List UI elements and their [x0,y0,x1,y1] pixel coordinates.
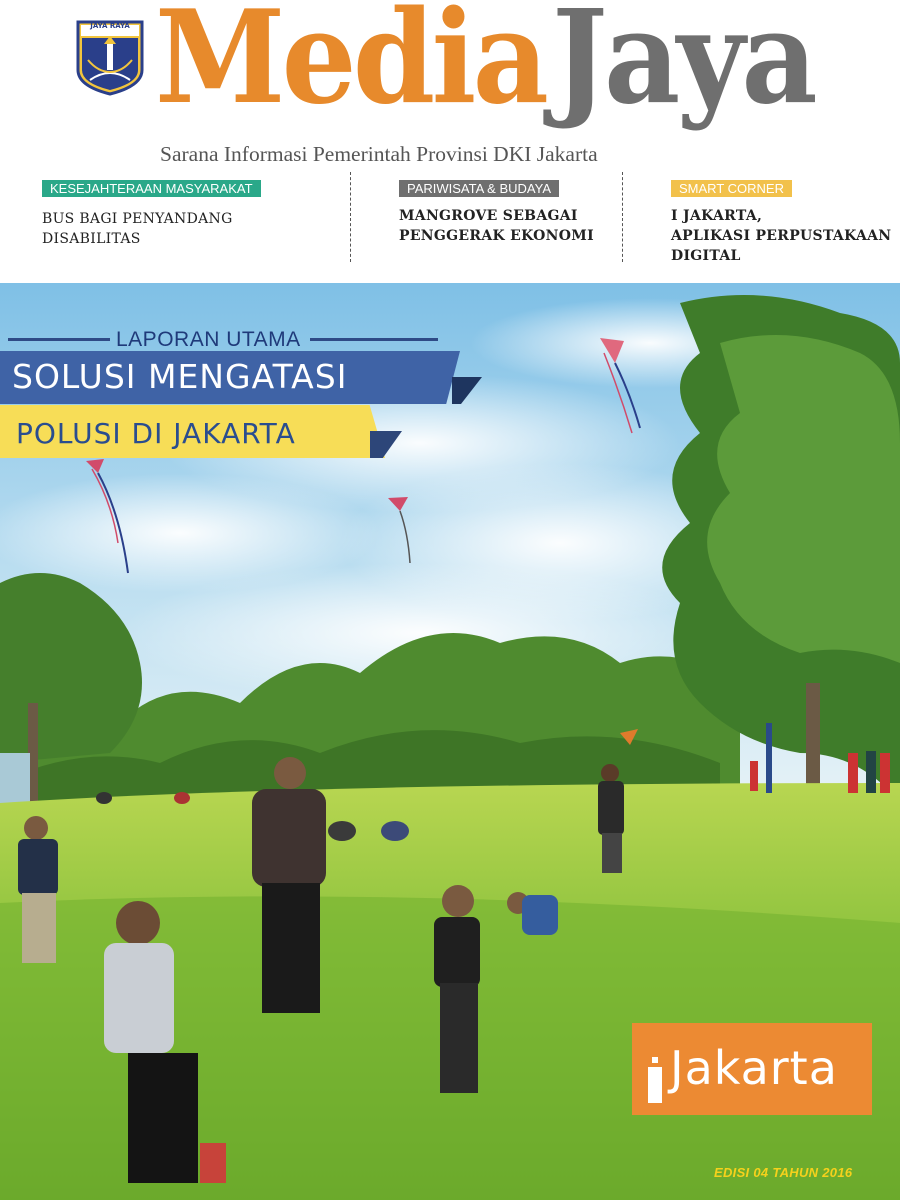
headline-line-1: SOLUSI MENGATASI [12,357,348,396]
ijakarta-logo-icon [646,1053,666,1103]
teaser-title: I JAKARTA, APLIKASI PERPUSTAKAAN DIGITAL [671,208,892,264]
teaser-tag: KESEJAHTERAAN MASYARAKAT [42,180,261,197]
divider [350,172,351,262]
teaser-title: BUS BAGI PENYANDANG DISABILITAS [42,211,233,247]
ijakarta-wordmark: Jakarta [670,1041,838,1095]
teaser-tag: PARIWISATA & BUDAYA [399,180,559,197]
ijakarta-badge[interactable] [632,1023,872,1115]
tagline: Sarana Informasi Pemerintah Provinsi DKI Jakarta [160,142,598,166]
divider [622,172,623,262]
teaser-tag: SMART CORNER [671,180,792,197]
title-jaya: Jaya [552,0,815,133]
kicker-rule [8,338,110,341]
masthead [0,0,900,283]
headline-line-2: POLUSI DI JAKARTA [16,417,296,450]
kicker-text: LAPORAN UTAMA [116,328,301,351]
kicker-rule [310,338,438,341]
teaser-title: MANGROVE SEBAGAI PENGGERAK EKONOMI [399,208,594,244]
title-media: Media [155,0,546,133]
teaser-pariwisata[interactable] [399,178,594,246]
teaser-smart-corner[interactable] [671,178,891,266]
teaser-kesejahteraan[interactable] [42,178,261,249]
emblem-label: JAYA RAYA [90,22,130,30]
kicker-laporan-utama [0,327,440,353]
edition-label: EDISI 04 TAHUN 2016 [714,1165,853,1180]
jakarta-emblem-icon [76,20,144,96]
